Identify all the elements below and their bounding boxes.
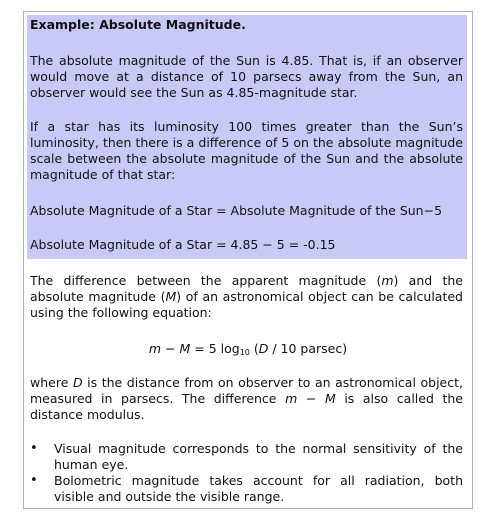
para4-text-c: −	[297, 391, 325, 406]
example-paragraph-1: The absolute magnitude of the Sun is 4.85. That is, if an observer would move at a distance of 10 parsecs away from the Sun, an observer would see the Sun as 4.85-magnitude star.	[30, 53, 463, 100]
para4-text-d: is also called the distance modulus.	[30, 391, 463, 422]
eq-open: (	[249, 341, 259, 356]
magnitude-equation	[0, 341, 496, 361]
bullet-marker-2: •	[30, 473, 38, 488]
paragraph-4	[30, 375, 463, 423]
eq-var-m: m	[148, 341, 162, 356]
bullet-item-1: Visual magnitude corresponds to the normal sensitivity of the human eye.	[54, 441, 463, 472]
eq-equals: = 5 log	[190, 341, 240, 356]
eq-subscript: 10	[239, 348, 250, 357]
paragraph-3	[30, 273, 463, 321]
bullet-marker-1: •	[30, 441, 38, 456]
eq-var-D: D	[258, 341, 269, 356]
para3-text-a: The difference between the apparent magnitude (	[30, 273, 382, 288]
para3-var-m: m	[381, 273, 394, 288]
bullet-item-2: Bolometric magnitude takes account for all radiation, both visible and outside the visible range.	[54, 473, 463, 504]
formula-line-2: Absolute Magnitude of a Star = 4.85 − 5 = -0.15	[30, 237, 336, 252]
para3-text-b: ) and the absolute magnitude (	[30, 273, 463, 304]
eq-rest: / 10 parsec)	[268, 341, 348, 356]
para4-var-m: m	[285, 391, 298, 406]
formula-line-1: Absolute Magnitude of a Star = Absolute Magnitude of the Sun−5	[30, 203, 443, 218]
eq-minus: −	[161, 341, 180, 356]
para4-text-b: is the distance from on observer to an astronomical object, measured in parsecs. The difference	[30, 375, 463, 406]
para4-var-D: D	[72, 375, 83, 390]
para4-text-a: where	[30, 375, 73, 390]
para4-var-M: M	[324, 391, 336, 406]
example-title: Example: Absolute Magnitude.	[30, 17, 246, 32]
eq-var-M: M	[179, 341, 191, 356]
para3-text-c: ) of an astronomical object can be calculated using the following equation:	[30, 289, 463, 320]
example-paragraph-2: If a star has its luminosity 100 times greater than the Sun’s luminosity, then there is a difference of 5 on the absolute magnitude scale between the absolute magnitude of the Sun and the absolute magnitude of that star:	[30, 119, 463, 182]
para3-var-M: M	[165, 289, 177, 304]
